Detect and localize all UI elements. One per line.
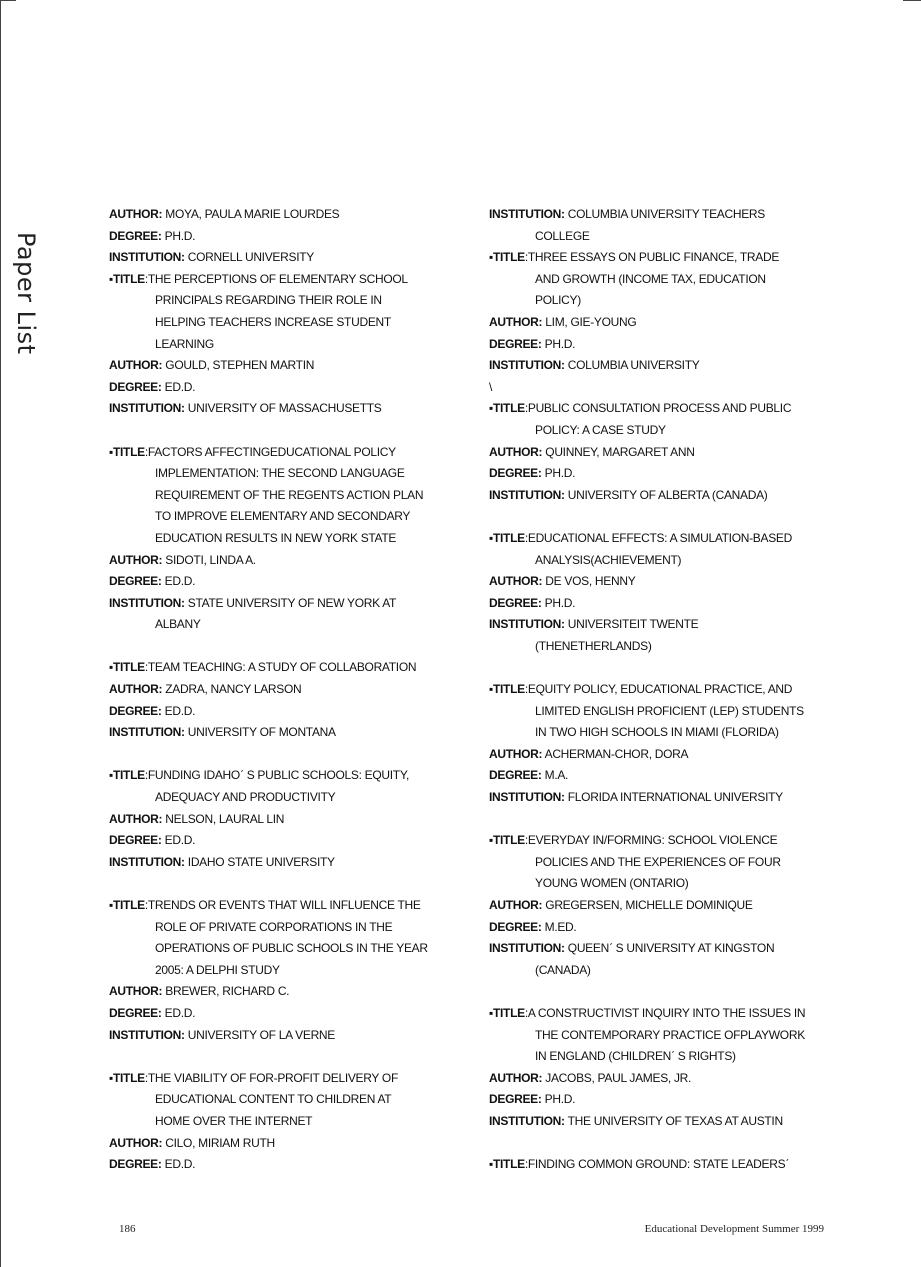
field-label: AUTHOR: [109,207,163,221]
field-label: INSTITUTION: [489,207,565,221]
title-text: A CONSTRUCTIVIST INQUIRY INTO THE ISSUES IN [527,1005,806,1020]
field-value: PH.D. [544,336,576,351]
field-value: ACHERMAN-CHOR, DORA [544,746,689,761]
bullet-icon: ▪ [109,1070,113,1085]
line-text: ADEQUACY AND PRODUCTIVITY [155,790,336,805]
line-text: POLICY: A CASE STUDY [535,422,666,437]
title-label: TITLE [492,833,525,848]
bullet-icon: ▪ [489,1157,493,1172]
continuation-line [109,1111,439,1133]
title-line: ▪TITLE:FACTORS AFFECTINGEDUCATIONAL POLICY [109,444,396,459]
field-value: QUINNEY, MARGARET ANN [545,444,695,459]
continuation-line [109,787,439,809]
title-label: TITLE [112,660,145,675]
field-value: DE VOS, HENNY [545,574,636,589]
field-label: INSTITUTION: [109,595,185,610]
title-text: FUNDING IDAHOˊ S PUBLIC SCHOOLS: EQUITY, [147,768,410,783]
field-value: STATE UNIVERSITY OF NEW YORK AT [187,595,397,610]
continuation-line [109,917,439,939]
line-text: IN TWO HIGH SCHOOLS IN MIAMI (FLORIDA) [535,725,779,740]
field-value: PH.D. [164,228,196,243]
continuation-line [489,701,819,723]
entry-spacer [489,1133,819,1155]
field-line [489,917,819,939]
line-text: OPERATIONS OF PUBLIC SCHOOLS IN THE YEAR [155,941,428,956]
section-side-label: Paper List [12,232,40,355]
field-label: INSTITUTION: [489,790,565,805]
title-text: EQUITY POLICY, EDUCATIONAL PRACTICE, AND [527,682,793,697]
continuation-line [109,614,439,636]
field-label: AUTHOR: [109,1135,163,1150]
continuation-line [109,290,439,312]
field-line [489,1068,819,1090]
continuation-line [109,485,439,507]
bullet-icon: ▪ [489,250,493,265]
field-line [489,787,819,809]
line-text: 2005: A DELPHI STUDY [155,962,280,977]
line-text: THE CONTEMPORARY PRACTICE OFPLAYWORK [535,1027,805,1042]
field-label: DEGREE: [109,703,162,718]
title-line: ▪TITLE:TRENDS OR EVENTS THAT WILL INFLUENCE THE [109,898,421,912]
title-line: ▪TITLE:THREE ESSAYS ON PUBLIC FINANCE, TRADE [489,250,780,265]
field-label: DEGREE: [109,228,162,243]
line-text: (THENETHERLANDS) [535,638,652,653]
title-label: TITLE [112,1070,145,1085]
field-line [489,463,819,485]
title-label: TITLE [492,1157,525,1172]
field-label: INSTITUTION: [109,725,185,740]
field-label: DEGREE: [489,919,542,934]
field-line [489,204,819,226]
title-label: TITLE [112,271,145,286]
field-label: AUTHOR: [109,358,163,373]
title-line: ▪TITLE:FUNDING IDAHOˊ S PUBLIC SCHOOLS: EQUITY, [109,768,410,783]
continuation-line [489,1025,819,1047]
title-label: TITLE [492,530,525,545]
field-value: CORNELL UNIVERSITY [187,250,314,265]
field-line [489,765,819,787]
field-value: IDAHO STATE UNIVERSITY [187,854,335,869]
field-label: AUTHOR: [109,682,163,697]
title-line: ▪TITLE:A CONSTRUCTIVIST INQUIRY INTO THE ISSUES IN [489,1005,806,1020]
field-label: DEGREE: [109,574,162,589]
field-line [489,485,819,507]
field-value: SIDOTI, LINDA A. [165,552,256,567]
field-label: AUTHOR: [489,574,543,589]
line-text: AND GROWTH (INCOME TAX, EDUCATION [535,271,766,286]
field-line [109,1133,439,1155]
title-text: PUBLIC CONSULTATION PROCESS AND PUBLIC [527,401,792,416]
title-text: FINDING COMMON GROUND: STATE LEADERSˊ [527,1157,789,1172]
field-value: UNIVERSITY OF LA VERNE [187,1027,336,1042]
field-value: COLUMBIA UNIVERSITY TEACHERS [567,207,765,221]
page-edge-rule [0,0,1,1267]
continuation-line [109,312,439,334]
continuation-line [489,1046,819,1068]
field-line [489,442,819,464]
bullet-icon: ▪ [109,660,113,675]
title-line: ▪TITLE:THE VIABILITY OF FOR-PROFIT DELIVERY OF [109,1070,398,1085]
field-value: COLUMBIA UNIVERSITY [567,358,700,373]
field-value: GREGERSEN, MICHELLE DOMINIQUE [545,898,753,912]
field-line [109,981,439,1003]
continuation-line [489,420,819,442]
entry-spacer [109,873,439,895]
continuation-line [489,960,819,982]
field-line [109,398,439,420]
title-line: ▪TITLE:EDUCATIONAL EFFECTS: A SIMULATION-BASED [489,530,792,545]
field-value: QUEENˊ S UNIVERSITY AT KINGSTON [567,941,775,956]
bullet-icon: ▪ [489,833,493,848]
line-text: ANALYSIS(ACHIEVEMENT) [535,552,682,567]
entry-spacer [489,981,819,1003]
title-text: EDUCATIONAL EFFECTS: A SIMULATION-BASED [527,530,792,545]
field-label: INSTITUTION: [489,487,565,502]
field-value: UNIVERSITY OF ALBERTA (CANADA) [567,487,768,502]
field-line [109,355,439,377]
line-text: YOUNG WOMEN (ONTARIO) [535,876,689,891]
field-value: PH.D. [544,1092,576,1107]
field-line [489,1111,819,1133]
title-label: TITLE [492,1005,525,1020]
title-text: THE VIABILITY OF FOR-PROFIT DELIVERY OF [147,1070,398,1085]
field-line [489,744,819,766]
bullet-icon: ▪ [109,271,113,286]
title-line: ▪TITLE:TEAM TEACHING: A STUDY OF COLLABORATION [109,660,417,675]
line-text: \ [489,379,493,394]
continuation-line [489,290,819,312]
field-value: THE UNIVERSITY OF TEXAS AT AUSTIN [567,1113,783,1128]
crop-mark-top-left [0,0,16,1]
continuation-line [489,722,819,744]
field-label: DEGREE: [109,1157,162,1172]
field-value: GOULD, STEPHEN MARTIN [165,358,315,373]
title-line: ▪TITLE:PUBLIC CONSULTATION PROCESS AND PUBLIC [489,401,792,416]
field-label: INSTITUTION: [109,854,185,869]
line-text: LIMITED ENGLISH PROFICIENT (LEP) STUDENTS [535,703,804,718]
continuation-line [489,852,819,874]
field-value: M.A. [544,768,569,783]
field-label: INSTITUTION: [109,1027,185,1042]
title-line: ▪TITLE:EVERYDAY IN/FORMING: SCHOOL VIOLENCE [489,833,778,848]
continuation-line [489,550,819,572]
line-text: ALBANY [155,617,201,632]
field-label: DEGREE: [489,1092,542,1107]
field-label: DEGREE: [109,379,162,394]
line-text: HELPING TEACHERS INCREASE STUDENT [155,314,391,329]
field-line [489,614,819,636]
continuation-line [109,463,439,485]
field-label: INSTITUTION: [489,941,565,956]
field-value: ED.D. [164,379,196,394]
title-line: ▪TITLE:EQUITY POLICY, EDUCATIONAL PRACTICE, AND [489,682,793,697]
right-column [489,204,819,1176]
field-line [109,226,439,248]
field-label: AUTHOR: [109,552,163,567]
journal-footer: Educational Development Summer 1999 [644,1223,824,1235]
entry-spacer [489,657,819,679]
field-line [489,895,819,917]
crop-mark-top-right [903,0,921,1]
title-label: TITLE [492,250,525,265]
entry-spacer [109,420,439,442]
entry-spacer [489,506,819,528]
continuation-line [109,528,439,550]
field-line [489,593,819,615]
continuation-line [109,334,439,356]
field-line [489,1089,819,1111]
field-line [109,701,439,723]
field-value: ED.D. [164,1005,196,1020]
line-text: POLICIES AND THE EXPERIENCES OF FOUR [535,854,781,869]
field-value: JACOBS, PAUL JAMES, JR. [545,1070,692,1085]
field-value: CILO, MIRIAM RUTH [165,1135,275,1150]
field-label: INSTITUTION: [489,1113,565,1128]
field-line [489,312,819,334]
field-value: PH.D. [544,595,576,610]
field-line [109,1025,439,1047]
field-line [109,204,439,226]
field-line [109,571,439,593]
title-label: TITLE [112,898,145,912]
line-text: ROLE OF PRIVATE CORPORATIONS IN THE [155,919,393,934]
title-text: TRENDS OR EVENTS THAT WILL INFLUENCE THE [147,898,421,912]
field-value: NELSON, LAURAL LIN [165,811,285,826]
field-value: ED.D. [164,574,196,589]
field-line [109,1003,439,1025]
field-label: INSTITUTION: [489,617,565,632]
field-line [489,938,819,960]
stray-mark [489,377,819,399]
entry-spacer [109,1046,439,1068]
field-label: DEGREE: [489,595,542,610]
continuation-line [489,636,819,658]
title-label: TITLE [492,401,525,416]
line-text: HOME OVER THE INTERNET [155,1113,313,1128]
title-label: TITLE [492,682,525,697]
title-line: ▪TITLE:FINDING COMMON GROUND: STATE LEADERSˊ [489,1157,789,1172]
bullet-icon: ▪ [489,682,493,697]
field-value: ED.D. [164,833,196,848]
field-label: DEGREE: [489,336,542,351]
title-text: EVERYDAY IN/FORMING: SCHOOL VIOLENCE [527,833,778,848]
line-text: LEARNING [155,336,214,351]
continuation-line [109,1089,439,1111]
left-column [109,204,439,1176]
field-label: DEGREE: [109,1005,162,1020]
title-text: THE PERCEPTIONS OF ELEMENTARY SCHOOL [147,271,408,286]
field-value: UNIVERSITY OF MONTANA [187,725,336,740]
title-text: FACTORS AFFECTINGEDUCATIONAL POLICY [147,444,396,459]
bullet-icon: ▪ [489,530,493,545]
field-value: ZADRA, NANCY LARSON [165,682,302,697]
line-text: COLLEGE [535,228,590,243]
line-text: EDUCATION RESULTS IN NEW YORK STATE [155,530,397,545]
field-label: AUTHOR: [489,314,543,329]
field-line [109,593,439,615]
field-value: PH.D. [544,466,576,481]
entry-spacer [489,809,819,831]
field-label: INSTITUTION: [109,401,185,416]
field-label: AUTHOR: [489,444,543,459]
line-text: EDUCATIONAL CONTENT TO CHILDREN AT [155,1092,392,1107]
field-line [109,852,439,874]
field-line [109,377,439,399]
title-line: ▪TITLE:THE PERCEPTIONS OF ELEMENTARY SCHOOL [109,271,408,286]
bullet-icon: ▪ [489,1005,493,1020]
field-label: DEGREE: [489,768,542,783]
bullet-icon: ▪ [109,898,113,912]
line-text: PRINCIPALS REGARDING THEIR ROLE IN [155,293,382,308]
title-label: TITLE [112,768,145,783]
field-value: MOYA, PAULA MARIE LOURDES [165,207,340,221]
bullet-icon: ▪ [109,768,113,783]
field-label: AUTHOR: [109,811,163,826]
field-value: BREWER, RICHARD C. [165,984,290,999]
line-text: (CANADA) [535,962,591,977]
field-label: DEGREE: [489,466,542,481]
field-label: AUTHOR: [109,984,163,999]
line-text: IN ENGLAND (CHILDRENˊ S RIGHTS) [535,1049,736,1064]
field-line [109,679,439,701]
title-label: TITLE [112,444,145,459]
field-line [109,830,439,852]
field-value: LIM, GIE-YOUNG [545,314,637,329]
continuation-line [109,506,439,528]
field-label: INSTITUTION: [489,358,565,373]
field-label: INSTITUTION: [109,250,185,265]
field-value: ED.D. [164,1157,196,1172]
field-line [109,809,439,831]
field-value: FLORIDA INTERNATIONAL UNIVERSITY [567,790,783,805]
title-text: TEAM TEACHING: A STUDY OF COLLABORATION [147,660,417,675]
continuation-line [489,226,819,248]
entry-spacer [109,636,439,658]
field-label: DEGREE: [109,833,162,848]
field-label: AUTHOR: [489,1070,543,1085]
field-line [109,550,439,572]
field-label: AUTHOR: [489,746,543,761]
bullet-icon: ▪ [109,444,113,459]
field-value: M.ED. [544,919,577,934]
line-text: REQUIREMENT OF THE REGENTS ACTION PLAN [155,487,424,502]
field-value: UNIVERSITEIT TWENTE [567,617,699,632]
bullet-icon: ▪ [489,401,493,416]
field-line [109,1154,439,1176]
line-text: IMPLEMENTATION: THE SECOND LANGUAGE [155,466,405,481]
line-text: TO IMPROVE ELEMENTARY AND SECONDARY [155,509,411,524]
field-label: AUTHOR: [489,898,543,912]
entry-spacer [109,744,439,766]
field-line [489,355,819,377]
continuation-line [109,938,439,960]
field-value: ED.D. [164,703,196,718]
line-text: POLICY) [535,293,581,308]
field-line [489,571,819,593]
continuation-line [109,960,439,982]
title-text: THREE ESSAYS ON PUBLIC FINANCE, TRADE [527,250,780,265]
field-line [489,334,819,356]
field-line [109,722,439,744]
continuation-line [489,269,819,291]
page-number: 186 [119,1223,136,1235]
continuation-line [489,873,819,895]
field-line [109,247,439,269]
field-value: UNIVERSITY OF MASSACHUSETTS [187,401,382,416]
